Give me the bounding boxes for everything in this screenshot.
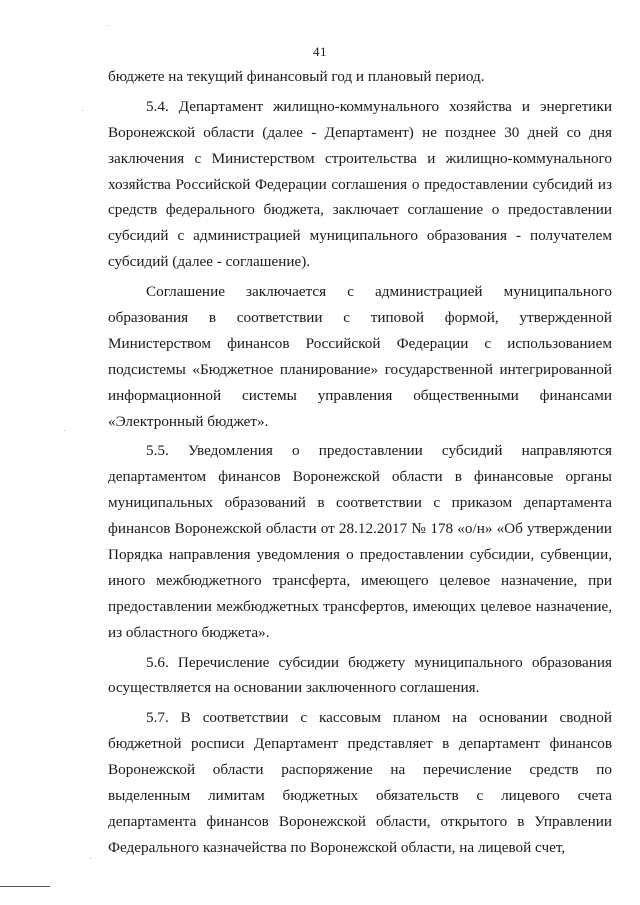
scan-speck [108,25,109,26]
paragraph [108,279,612,434]
text-line: Воронежской области (далее - Департамент) не позднее 30 дней со дня [108,123,612,141]
text-line: Порядка направления уведомления о предоставлении субсидии, субвенции, [108,546,612,564]
text-line: предоставлении межбюджетных трансфертов, имеющих целевое назначение, [108,597,612,615]
paragraph [108,705,612,860]
text-line: финансов Воронежской области от 28.12.2017 № 178 «о/н» «Об утверждении [108,520,612,538]
page-number: 41 [313,44,327,59]
text-line: субсидий (далее - соглашение). [108,253,311,271]
text-line: 5.5. Уведомления о предоставлении субсидий направляются [146,442,612,460]
text-line: Воронежской области распоряжение на перечисление средств по [108,761,612,779]
text-line: субсидий с администрацией муниципального образования - получателем [108,227,612,245]
text-line: Министерством финансов Российской Федерации с использованием [108,334,612,352]
text-line: 5.4. Департамент жилищно-коммунального хозяйства и энергетики [146,97,612,115]
text-line: образования в соответствии с типовой формой, утвержденной [108,309,612,327]
text-line: подсистемы «Бюджетное планирование» государственной интегрированной [108,360,612,378]
text-line: 5.6. Перечисление субсидии бюджету муниципального образования [146,653,612,671]
text-line: средств федерального бюджета, заключает соглашение о предоставлении [108,201,612,219]
text-line: 5.7. В соответствии с кассовым планом на основании сводной [146,709,612,727]
scan-speck [82,110,83,111]
paragraph [108,650,612,702]
paragraph [108,94,612,275]
text-line: Соглашение заключается с администрацией муниципального [146,283,612,301]
text-line: департаментом финансов Воронежской области в финансовые органы [108,468,612,486]
paragraph [108,64,612,90]
scan-speck [90,858,91,859]
text-line: заключения с Министерством строительства и жилищно-коммунального [108,149,612,167]
text-line: информационной системы управления общественными финансами [108,386,612,404]
text-line: бюджете на текущий финансовый год и плановый период. [108,68,485,85]
text-line: из областного бюджета». [108,623,270,641]
text-line: Федерального казначейства по Воронежской области, на лицевой счет, [108,838,566,856]
paragraph [108,438,612,645]
text-line: выделенным лимитам бюджетных обязательств с лицевого счета [108,787,612,805]
scan-edge-line [0,886,50,887]
scan-speck [64,430,65,431]
text-line: бюджетной росписи Департамент представляет в департамент финансов [108,735,612,753]
text-line: «Электронный бюджет». [108,412,269,430]
text-line: хозяйства Российской Федерации соглашения о предоставлении субсидий из [108,175,612,193]
text-line: осуществляется на основании заключенного соглашения. [108,679,480,697]
document-body [108,64,612,861]
text-line: департамента финансов Воронежской области, открытого в Управлении [108,812,612,830]
text-line: иного межбюджетного трансферта, имеющего целевое назначение, при [108,571,612,589]
text-line: муниципальных образований в соответствии с приказом департамента [108,494,612,512]
